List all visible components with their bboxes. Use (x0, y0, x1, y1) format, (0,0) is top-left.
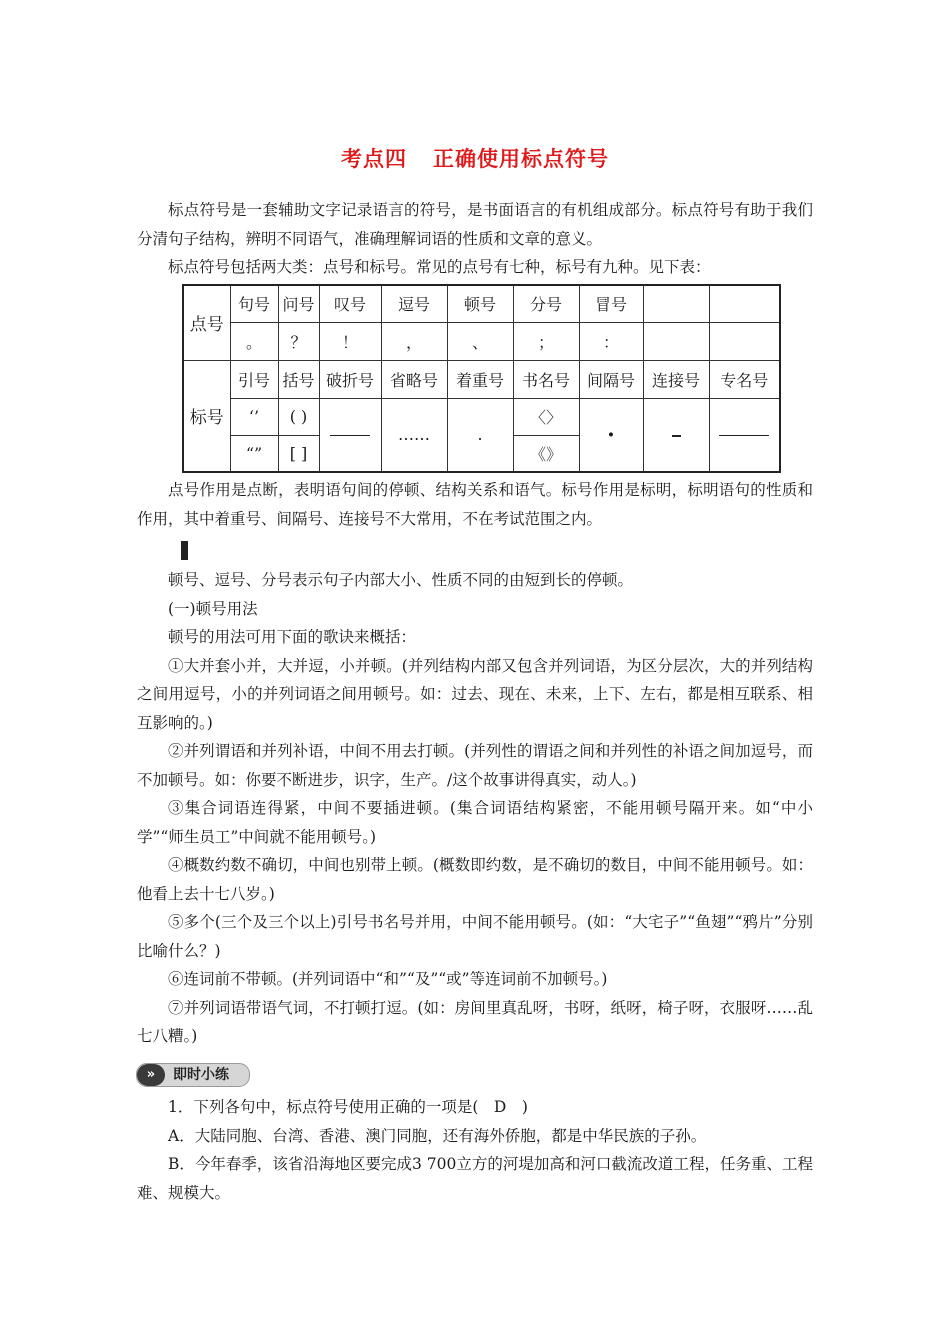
dianhao-symbol: ？ (278, 322, 319, 360)
dash-line (330, 435, 370, 436)
practice-badge (136, 1063, 250, 1087)
dianhao-symbol: ！ (319, 322, 381, 360)
practice-block (137, 1093, 813, 1207)
practice-badge-label: 即时小练 (173, 1067, 229, 1083)
intro-block (137, 196, 813, 282)
biaohao-name: 引号 (230, 360, 278, 398)
dianhao-name: 顿号 (447, 285, 513, 322)
intro-paragraph-1: 标点符号是一套辅助文字记录语言的符号，是书面语言的有机组成部分。标点符号有助于我们分清句子结构，辨明不同语气，准确理解词语的性质和文章的意义。 (137, 201, 813, 248)
biaohao-name: 破折号 (319, 360, 381, 398)
dianhao-name: 分号 (513, 285, 579, 322)
empty-cell (709, 322, 780, 360)
dianhao-name: 叹号 (319, 285, 381, 322)
biaohao-name: 间隔号 (579, 360, 643, 398)
title-part1: 考点四 (341, 147, 407, 171)
empty-cell (709, 285, 780, 322)
angle-bracket-symbol: 〈〉 (513, 398, 579, 435)
after-table-block (137, 476, 813, 533)
biaohao-name: 括号 (278, 360, 319, 398)
dash-symbol (319, 398, 381, 472)
practice-option-b: B．今年春季，该省沿海地区要完成3 700立方的河堤加高和河口截流改道工程，任务重、工程难、规模大。 (137, 1155, 813, 1202)
after-table-paragraph: 点号作用是点断，表明语句间的停顿、结构关系和语气。标号作用是标明，标明语句的性质和作用，其中着重号、间隔号、连接号不大常用，不在考试范围之内。 (137, 481, 813, 528)
title-part2: 正确使用标点符号 (433, 147, 609, 171)
rule-item: ①大并套小并，大并逗，小并顿。(并列结构内部又包含并列词语，为区分层次，大的并列结构之间用逗号，小的并列词语之间用顿号。如：过去、现在、未来，上下、左右，都是相互联系、相互影响的。) (137, 656, 813, 732)
section-block (137, 566, 813, 1051)
rule-item: ③集合词语连得紧，中间不要插进顿。(集合词语结构紧密，不能用顿号隔开来。如“中小学”“师生员工”中间就不能用顿号。) (137, 799, 813, 846)
dianhao-symbol: ； (513, 322, 579, 360)
empty-cell (643, 285, 709, 322)
section-lead: 顿号、逗号、分号表示句子内部大小、性质不同的由短到长的停顿。 (168, 571, 634, 589)
dianhao-symbol: ， (381, 322, 447, 360)
section-subheading: (一)顿号用法 (168, 599, 258, 618)
rule-item: ⑥连词前不带顿。(并列词语中“和”“及”“或”等连词前不加顿号。) (168, 970, 608, 988)
dianhao-name: 冒号 (579, 285, 643, 322)
dianhao-symbol: ： (579, 322, 643, 360)
rhyme-intro: 顿号的用法可用下面的歌诀来概括： (168, 628, 417, 646)
single-quote-symbol: ‘’ (230, 398, 278, 435)
biaohao-name: 着重号 (447, 360, 513, 398)
dianhao-name: 句号 (230, 285, 278, 322)
double-chevron-icon: » (137, 1064, 165, 1086)
intro-paragraph-2: 标点符号包括两大类：点号和标号。常见的点号有七种，标号有九种。见下表： (168, 258, 711, 276)
emphasis-symbol: . (447, 398, 513, 472)
page-title (0, 143, 950, 173)
bracket-symbol: [ ] (278, 435, 319, 472)
practice-option-a: A．大陆同胞、台湾、香港、澳门同胞，还有海外侨胞，都是中华民族的子孙。 (168, 1126, 707, 1145)
dianhao-symbol: 、 (447, 322, 513, 360)
biaohao-name: 专名号 (709, 360, 780, 398)
biaohao-name: 书名号 (513, 360, 579, 398)
ellipsis-symbol: …… (381, 398, 447, 472)
rule-item: ⑤多个(三个及三个以上)引号书名号并用，中间不能用顿号。(如：“大宅子”“鱼翅”“鸦片”分别比喻什么？) (137, 913, 813, 960)
paren-symbol: ( ) (278, 398, 319, 435)
proper-name-symbol (709, 398, 780, 472)
connector-symbol (643, 398, 709, 472)
dianhao-label: 点号 (183, 285, 230, 360)
dianhao-name: 逗号 (381, 285, 447, 322)
biaohao-label: 标号 (183, 360, 230, 472)
biaohao-name: 省略号 (381, 360, 447, 398)
double-quote-symbol: “” (230, 435, 278, 472)
practice-question: 1．下列各句中，标点符号使用正确的一项是( D ) (168, 1098, 528, 1116)
rule-item: ④概数约数不确切，中间也别带上顿。(概数即约数，是不确切的数目，中间不能用顿号。如：他看上去十七八岁。) (137, 856, 813, 903)
punctuation-table (182, 284, 781, 473)
proper-name-line (719, 435, 769, 436)
section-marker-bar (181, 541, 188, 560)
double-angle-bracket-symbol: 《》 (513, 435, 579, 472)
connector-line (672, 435, 681, 437)
dianhao-name: 问号 (278, 285, 319, 322)
middot-symbol: · (579, 398, 643, 472)
empty-cell (643, 322, 709, 360)
rule-item: ②并列谓语和并列补语，中间不用去打顿。(并列性的谓语之间和并列性的补语之间加逗号，而不加顿号。如：你要不断进步，识字，生产。/这个故事讲得真实，动人。) (137, 742, 813, 789)
biaohao-name: 连接号 (643, 360, 709, 398)
rule-item: ⑦并列词语带语气词，不打顿打逗。(如：房间里真乱呀，书呀，纸呀，椅子呀，衣服呀……乱七八糟。) (137, 998, 813, 1045)
dianhao-symbol: 。 (230, 322, 278, 360)
